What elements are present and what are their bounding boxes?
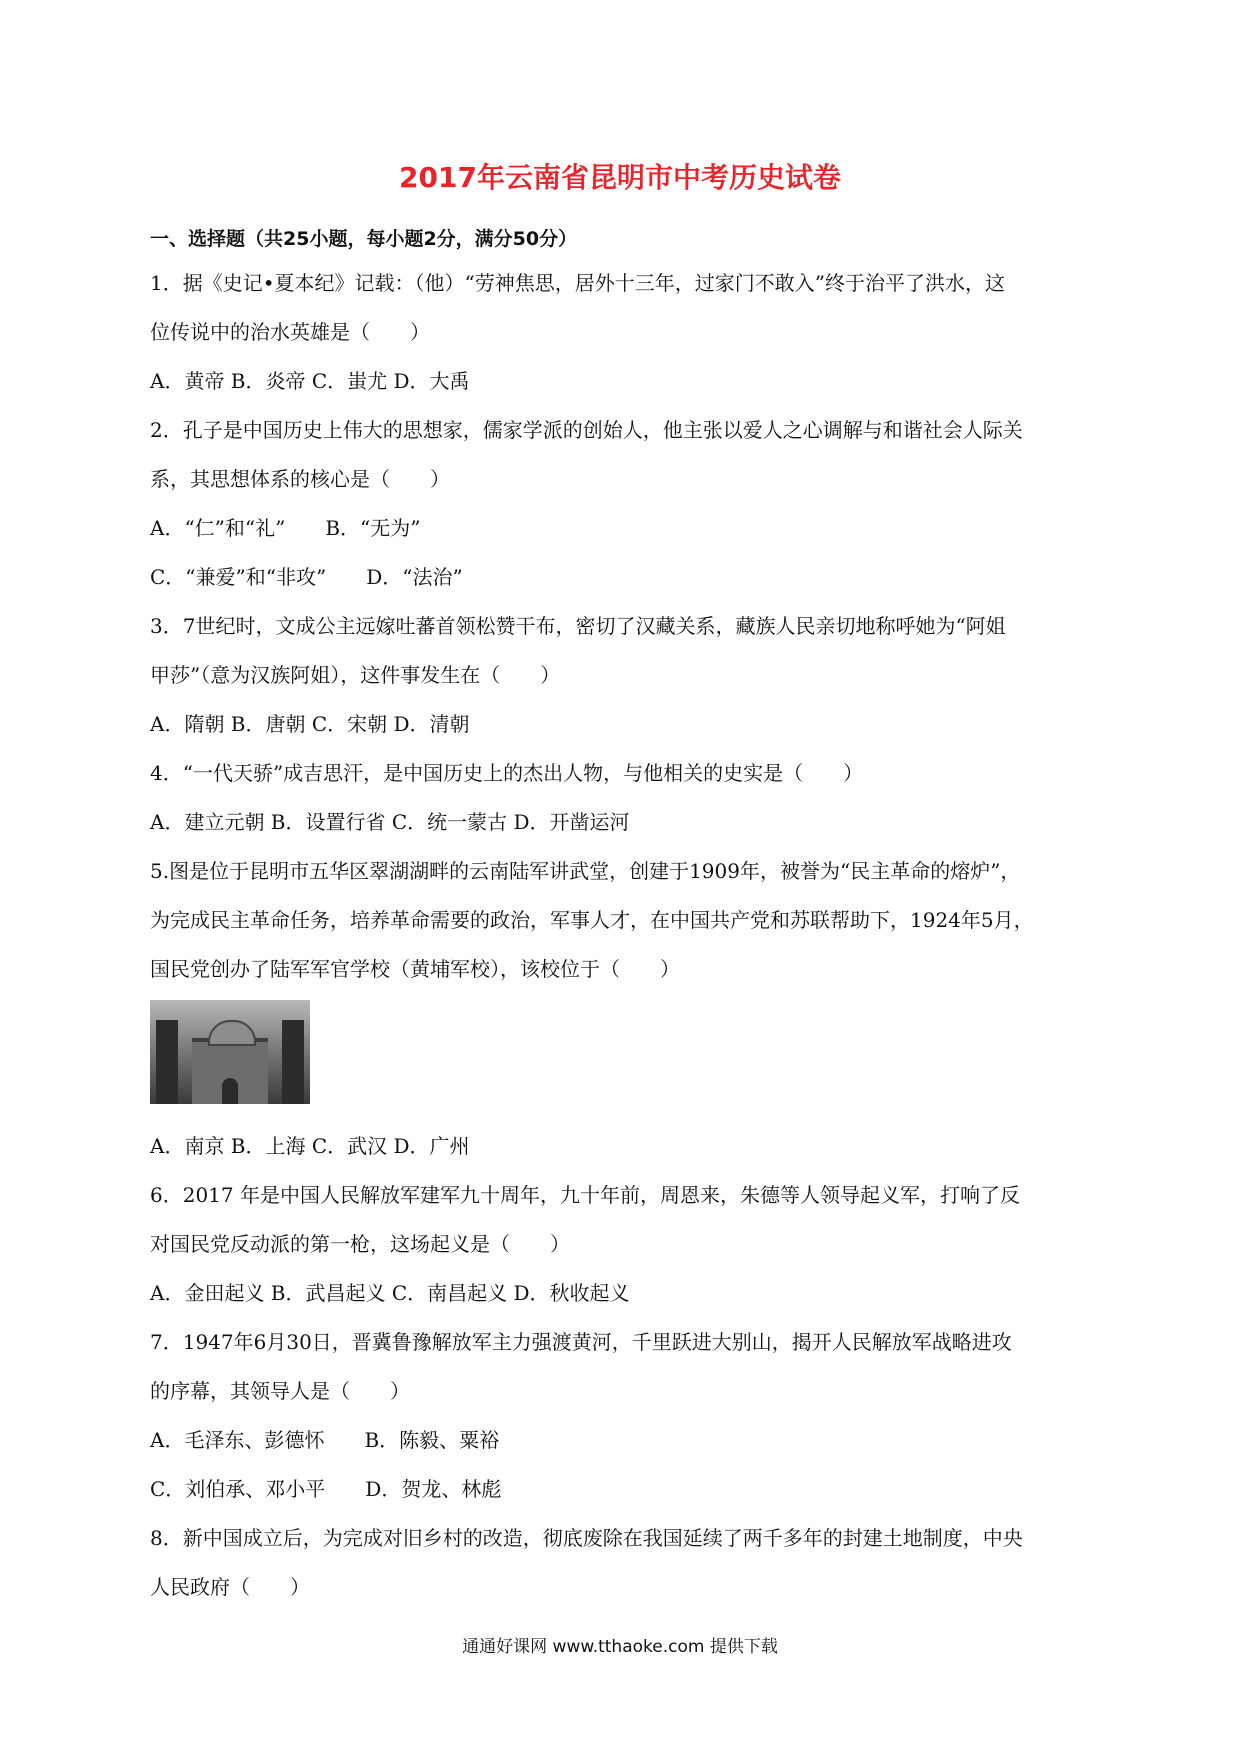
question-5-line-1: 5.图是位于昆明市五华区翠湖湖畔的云南陆军讲武堂，创建于1909年，被誉为“民主革命的熔炉”， bbox=[150, 859, 1021, 883]
question-3-line-1: 3．7世纪时，文成公主远嫁吐蕃首领松赞干布，密切了汉藏关系，藏族人民亲切地称呼她为“阿姐 bbox=[150, 614, 1006, 638]
exam-title: 2017年云南省昆明市中考历史试卷 bbox=[399, 161, 841, 194]
question-5-line-3: 国民党创办了陆军军官学校（黄埔军校），该校位于（ ） bbox=[150, 957, 680, 981]
question-3-options: A．隋朝 B．唐朝 C．宋朝 D．清朝 bbox=[150, 712, 470, 736]
question-8-line-2: 人民政府（ ） bbox=[150, 1575, 310, 1599]
question-5-line-2: 为完成民主革命任务，培养革命需要的政治，军事人才，在中国共产党和苏联帮助下，1924年5月， bbox=[150, 908, 1034, 932]
photo-right-tower bbox=[282, 1020, 304, 1104]
question-5-options: A．南京 B．上海 C．武汉 D．广州 bbox=[150, 1134, 470, 1158]
photo-left-tower bbox=[156, 1020, 178, 1104]
question-2-line-2: 系，其思想体系的核心是（ ） bbox=[150, 467, 450, 491]
question-3-line-2: 甲莎”（意为汉族阿姐），这件事发生在（ ） bbox=[150, 663, 561, 687]
question-1-options: A．黄帝 B．炎帝 C．蚩尤 D．大禹 bbox=[150, 369, 470, 393]
question-8-line-1: 8．新中国成立后，为完成对旧乡村的改造，彻底废除在我国延续了两千多年的封建土地制度，中央 bbox=[150, 1526, 1023, 1550]
question-6-line-2: 对国民党反动派的第一枪，这场起义是（ ） bbox=[150, 1232, 570, 1256]
question-7-options-cd: C．刘伯承、邓小平 D．贺龙、林彪 bbox=[150, 1477, 502, 1501]
question-2-line-1: 2．孔子是中国历史上伟大的思想家，儒家学派的创始人，他主张以爱人之心调解与和谐社会人际关 bbox=[150, 418, 1023, 442]
question-4-options: A．建立元朝 B．设置行省 C．统一蒙古 D．开凿运河 bbox=[150, 810, 630, 834]
question-7-line-2: 的序幕，其领导人是（ ） bbox=[150, 1379, 410, 1403]
section-heading: 一、选择题（共25小题，每小题2分，满分50分） bbox=[150, 228, 578, 250]
question-7-options-ab: A．毛泽东、彭德怀 B．陈毅、粟裕 bbox=[150, 1428, 500, 1452]
question-6-line-1: 6．2017 年是中国人民解放军建军九十周年，九十年前，周恩来，朱德等人领导起义军，打响了反 bbox=[150, 1183, 1020, 1207]
question-1-line-2: 位传说中的治水英雄是（ ） bbox=[150, 320, 430, 344]
photo-dome bbox=[208, 1020, 256, 1046]
question-1-line-1: 1．据《史记•夏本纪》记载：（他）“劳神焦思，居外十三年，过家门不敢入”终于治平了洪水，这 bbox=[150, 271, 1005, 295]
question-4-line-1: 4．“一代天骄”成吉思汗，是中国历史上的杰出人物，与他相关的史实是（ ） bbox=[150, 761, 864, 785]
military-academy-photo bbox=[150, 1000, 310, 1104]
question-2-options-ab: A．“仁”和“礼” B．“无为” bbox=[150, 516, 421, 540]
photo-door bbox=[222, 1078, 238, 1104]
page-footer: 通通好课网 www.tthaoke.com 提供下载 bbox=[462, 1637, 778, 1657]
question-2-options-cd: C．“兼爱”和“非攻” D．“法治” bbox=[150, 565, 463, 589]
question-6-options: A．金田起义 B．武昌起义 C．南昌起义 D．秋收起义 bbox=[150, 1281, 630, 1305]
question-7-line-1: 7．1947年6月30日，晋冀鲁豫解放军主力强渡黄河，千里跃进大别山，揭开人民解放军战略进攻 bbox=[150, 1330, 1012, 1354]
